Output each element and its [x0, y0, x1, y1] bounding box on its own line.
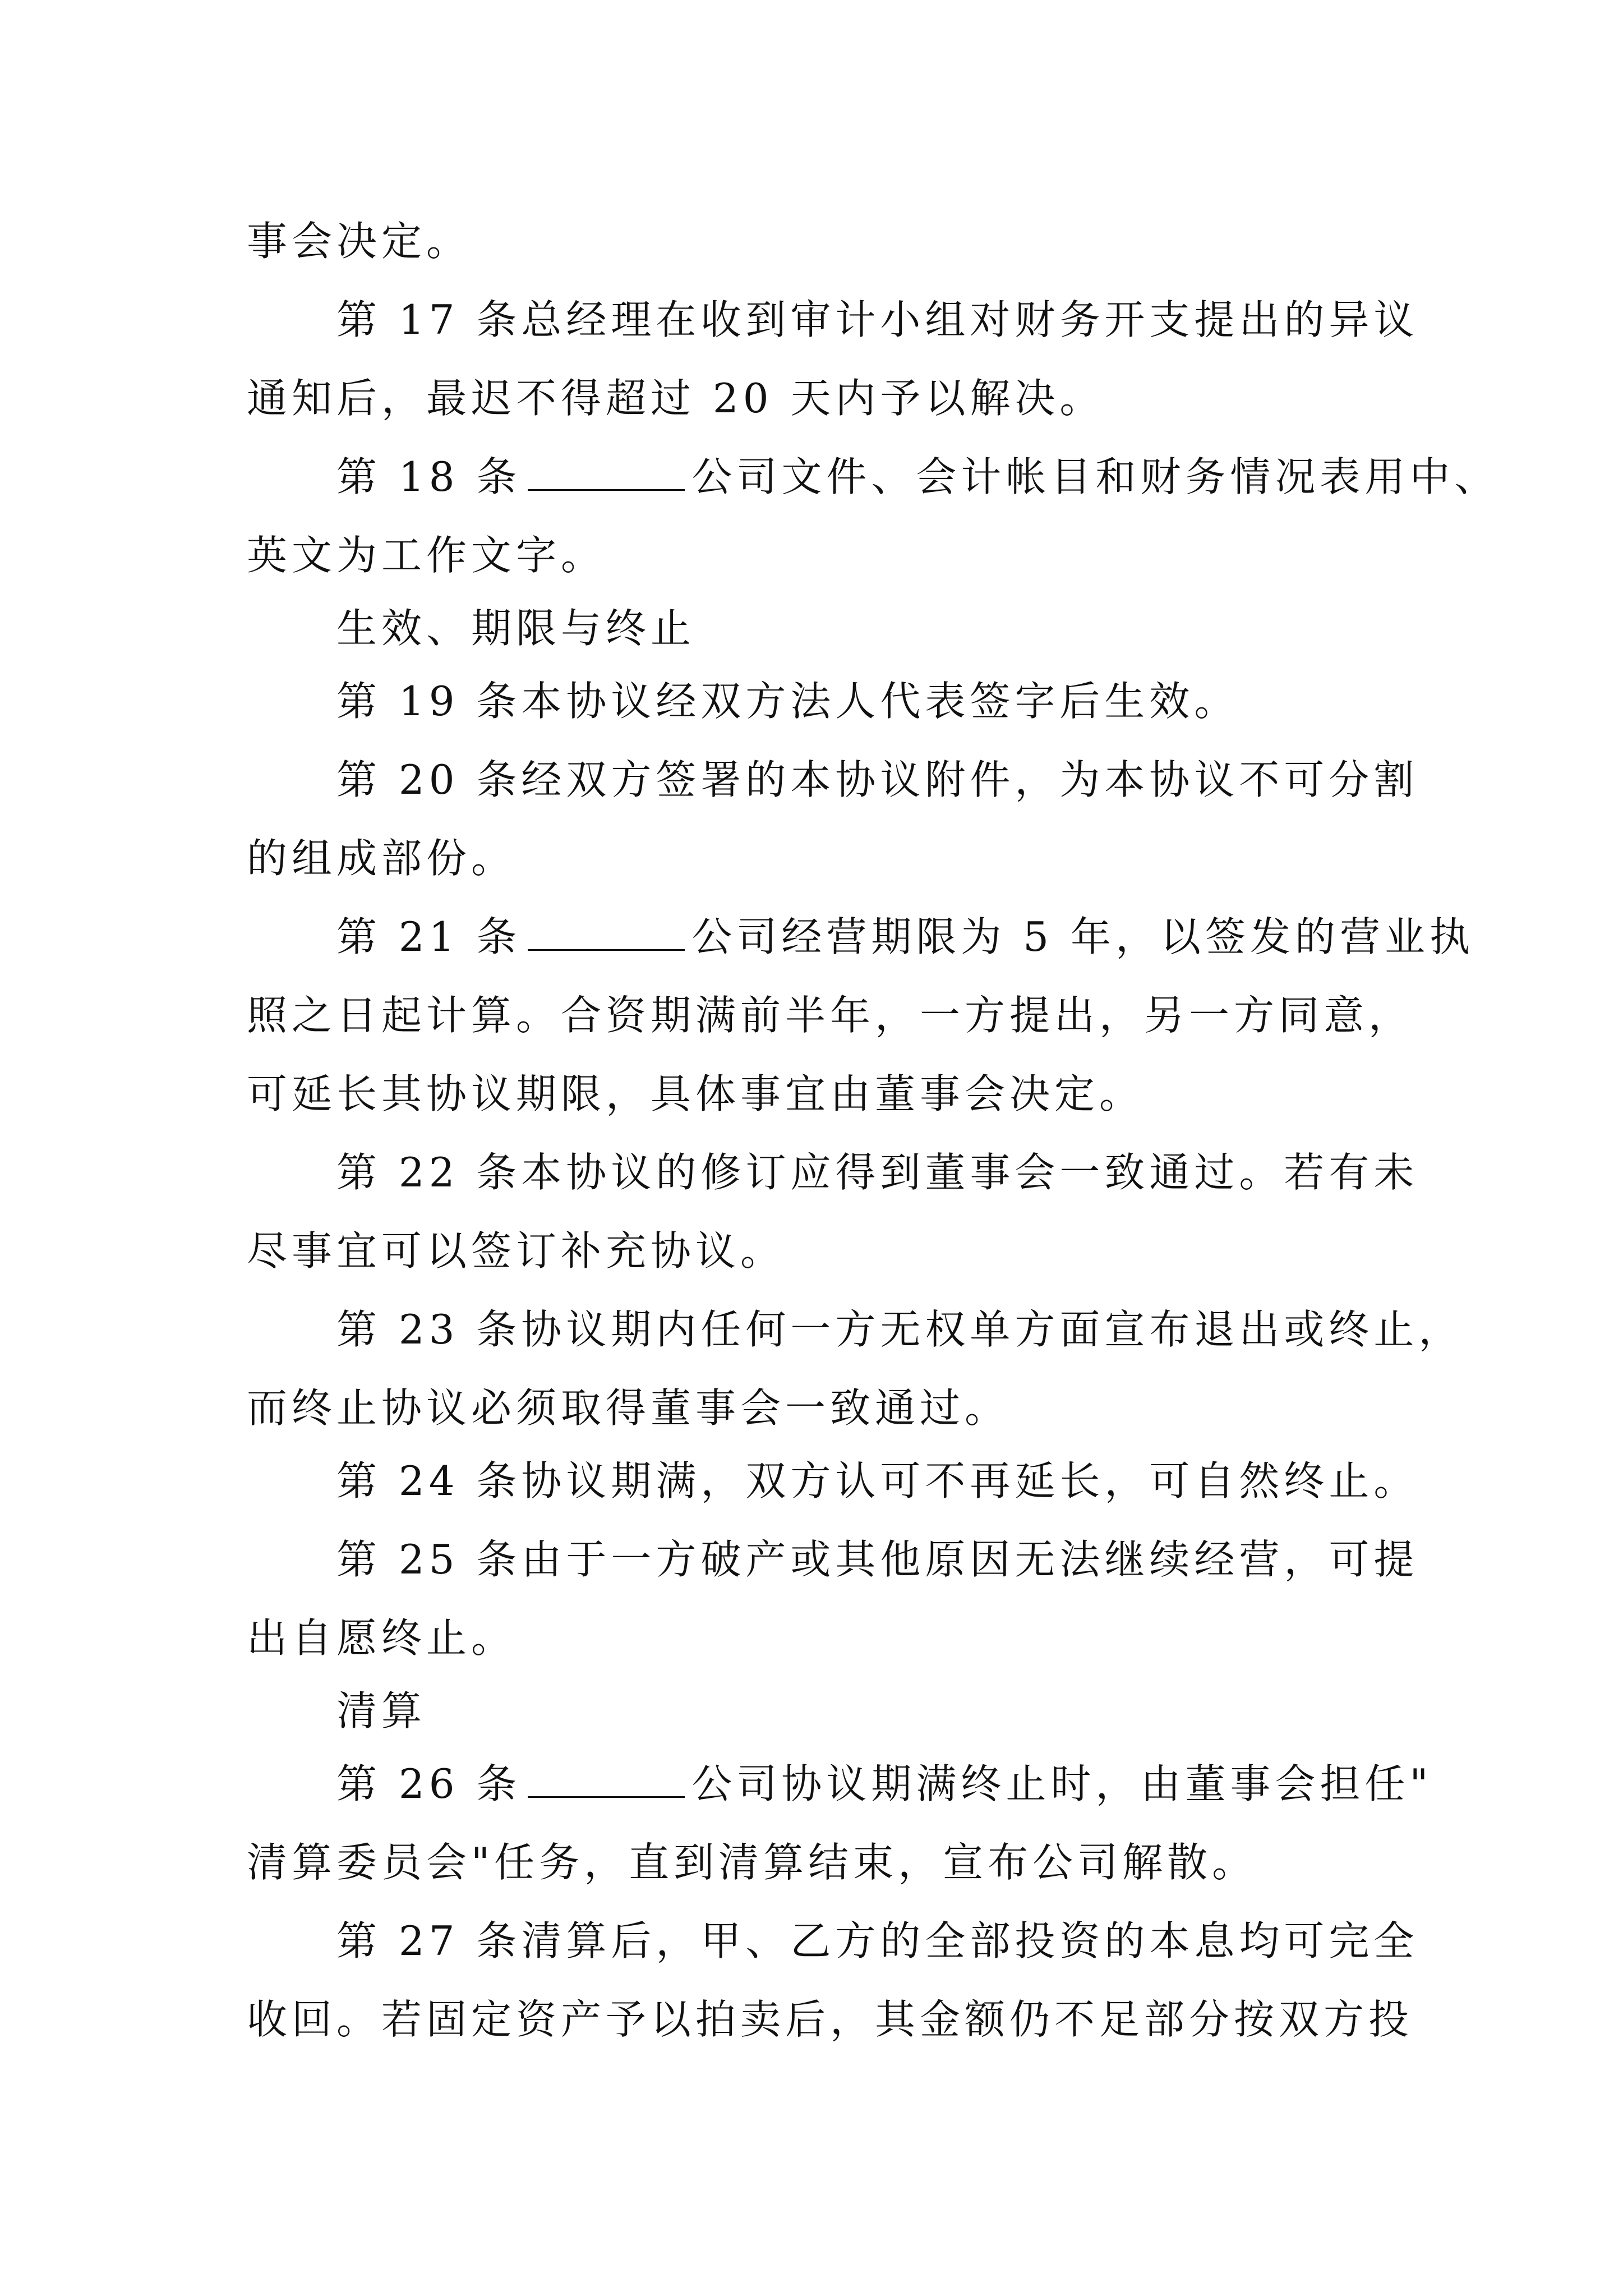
line-text: 事会决定。	[247, 218, 472, 265]
line-text: 尽事宜可以签订补充协议。	[247, 1227, 786, 1274]
line-text: 而终止协议必须取得董事会一致通过。	[247, 1384, 1010, 1432]
text-line	[247, 370, 1104, 426]
line-text: 公司文件、会计帐目和财务情况表用中、	[691, 453, 1500, 500]
line-text: 出自愿终止。	[247, 1614, 517, 1662]
line-text: 第 24 条协议期满，双方认可不再延长，可自然终止。	[336, 1457, 1419, 1504]
text-line	[247, 987, 1413, 1043]
section-heading	[336, 1683, 426, 1739]
fill-in-blank	[528, 1796, 685, 1798]
article-number: 第 21 条	[336, 913, 522, 960]
line-text: 英文为工作文字。	[247, 532, 606, 579]
line-text: 可延长其协议期限，具体事宜由董事会决定。	[247, 1070, 1145, 1117]
line-text: 第 20 条经双方签署的本协议附件，为本协议不可分割	[336, 756, 1419, 803]
heading-text: 生效、期限与终止	[336, 605, 696, 652]
line-text: 收回。若固定资产予以拍卖后，其金额仍不足部分按双方投	[247, 1996, 1414, 2043]
line-text: 第 19 条本协议经双方法人代表签字后生效。	[336, 678, 1239, 725]
text-line	[247, 830, 516, 886]
line-text: 第 22 条本协议的修订应得到董事会一致通过。若有未	[336, 1149, 1419, 1196]
heading-text: 清算	[336, 1687, 427, 1734]
text-line	[247, 213, 471, 269]
article-19	[336, 673, 1239, 729]
line-text: 第 25 条由于一方破产或其他原因无法继续经营，可提	[336, 1536, 1419, 1583]
line-text: 公司协议期满终止时，由董事会担任"	[691, 1760, 1433, 1807]
article-21	[336, 909, 1474, 965]
article-22	[336, 1144, 1418, 1200]
article-23	[336, 1301, 1463, 1358]
article-27	[336, 1913, 1418, 1969]
text-line	[247, 1610, 516, 1666]
line-text: 照之日起计算。合资期满前半年，一方提出，另一方同意，	[247, 992, 1414, 1039]
line-text: 通知后，最迟不得超过 20 天内予以解决。	[247, 375, 1105, 422]
text-line	[247, 1991, 1413, 2047]
article-18	[336, 449, 1499, 505]
fill-in-blank	[528, 489, 685, 491]
line-text: 第 23 条协议期内任何一方无权单方面宣布退出或终止，	[336, 1306, 1464, 1353]
section-heading	[336, 600, 695, 656]
article-number: 第 26 条	[336, 1760, 522, 1807]
line-text: 第 27 条清算后，甲、乙方的全部投资的本息均可完全	[336, 1917, 1419, 1964]
fill-in-blank	[528, 949, 685, 951]
article-number: 第 18 条	[336, 453, 522, 500]
line-text: 第 17 条总经理在收到审计小组对财务开支提出的异议	[336, 296, 1419, 343]
text-line	[247, 1834, 1257, 1890]
line-text: 的组成部份。	[247, 835, 517, 882]
article-24	[336, 1453, 1418, 1509]
article-17	[336, 292, 1418, 348]
line-text: 清算委员会"任务，直到清算结束，宣布公司解散。	[247, 1839, 1257, 1886]
article-25	[336, 1531, 1418, 1588]
text-line	[247, 1223, 785, 1279]
line-text: 公司经营期限为 5 年，以签发的营业执	[691, 913, 1474, 960]
article-20	[336, 752, 1418, 808]
article-26	[336, 1756, 1433, 1812]
text-line	[247, 1066, 1144, 1122]
text-line	[247, 1380, 1009, 1436]
text-line	[247, 527, 606, 583]
